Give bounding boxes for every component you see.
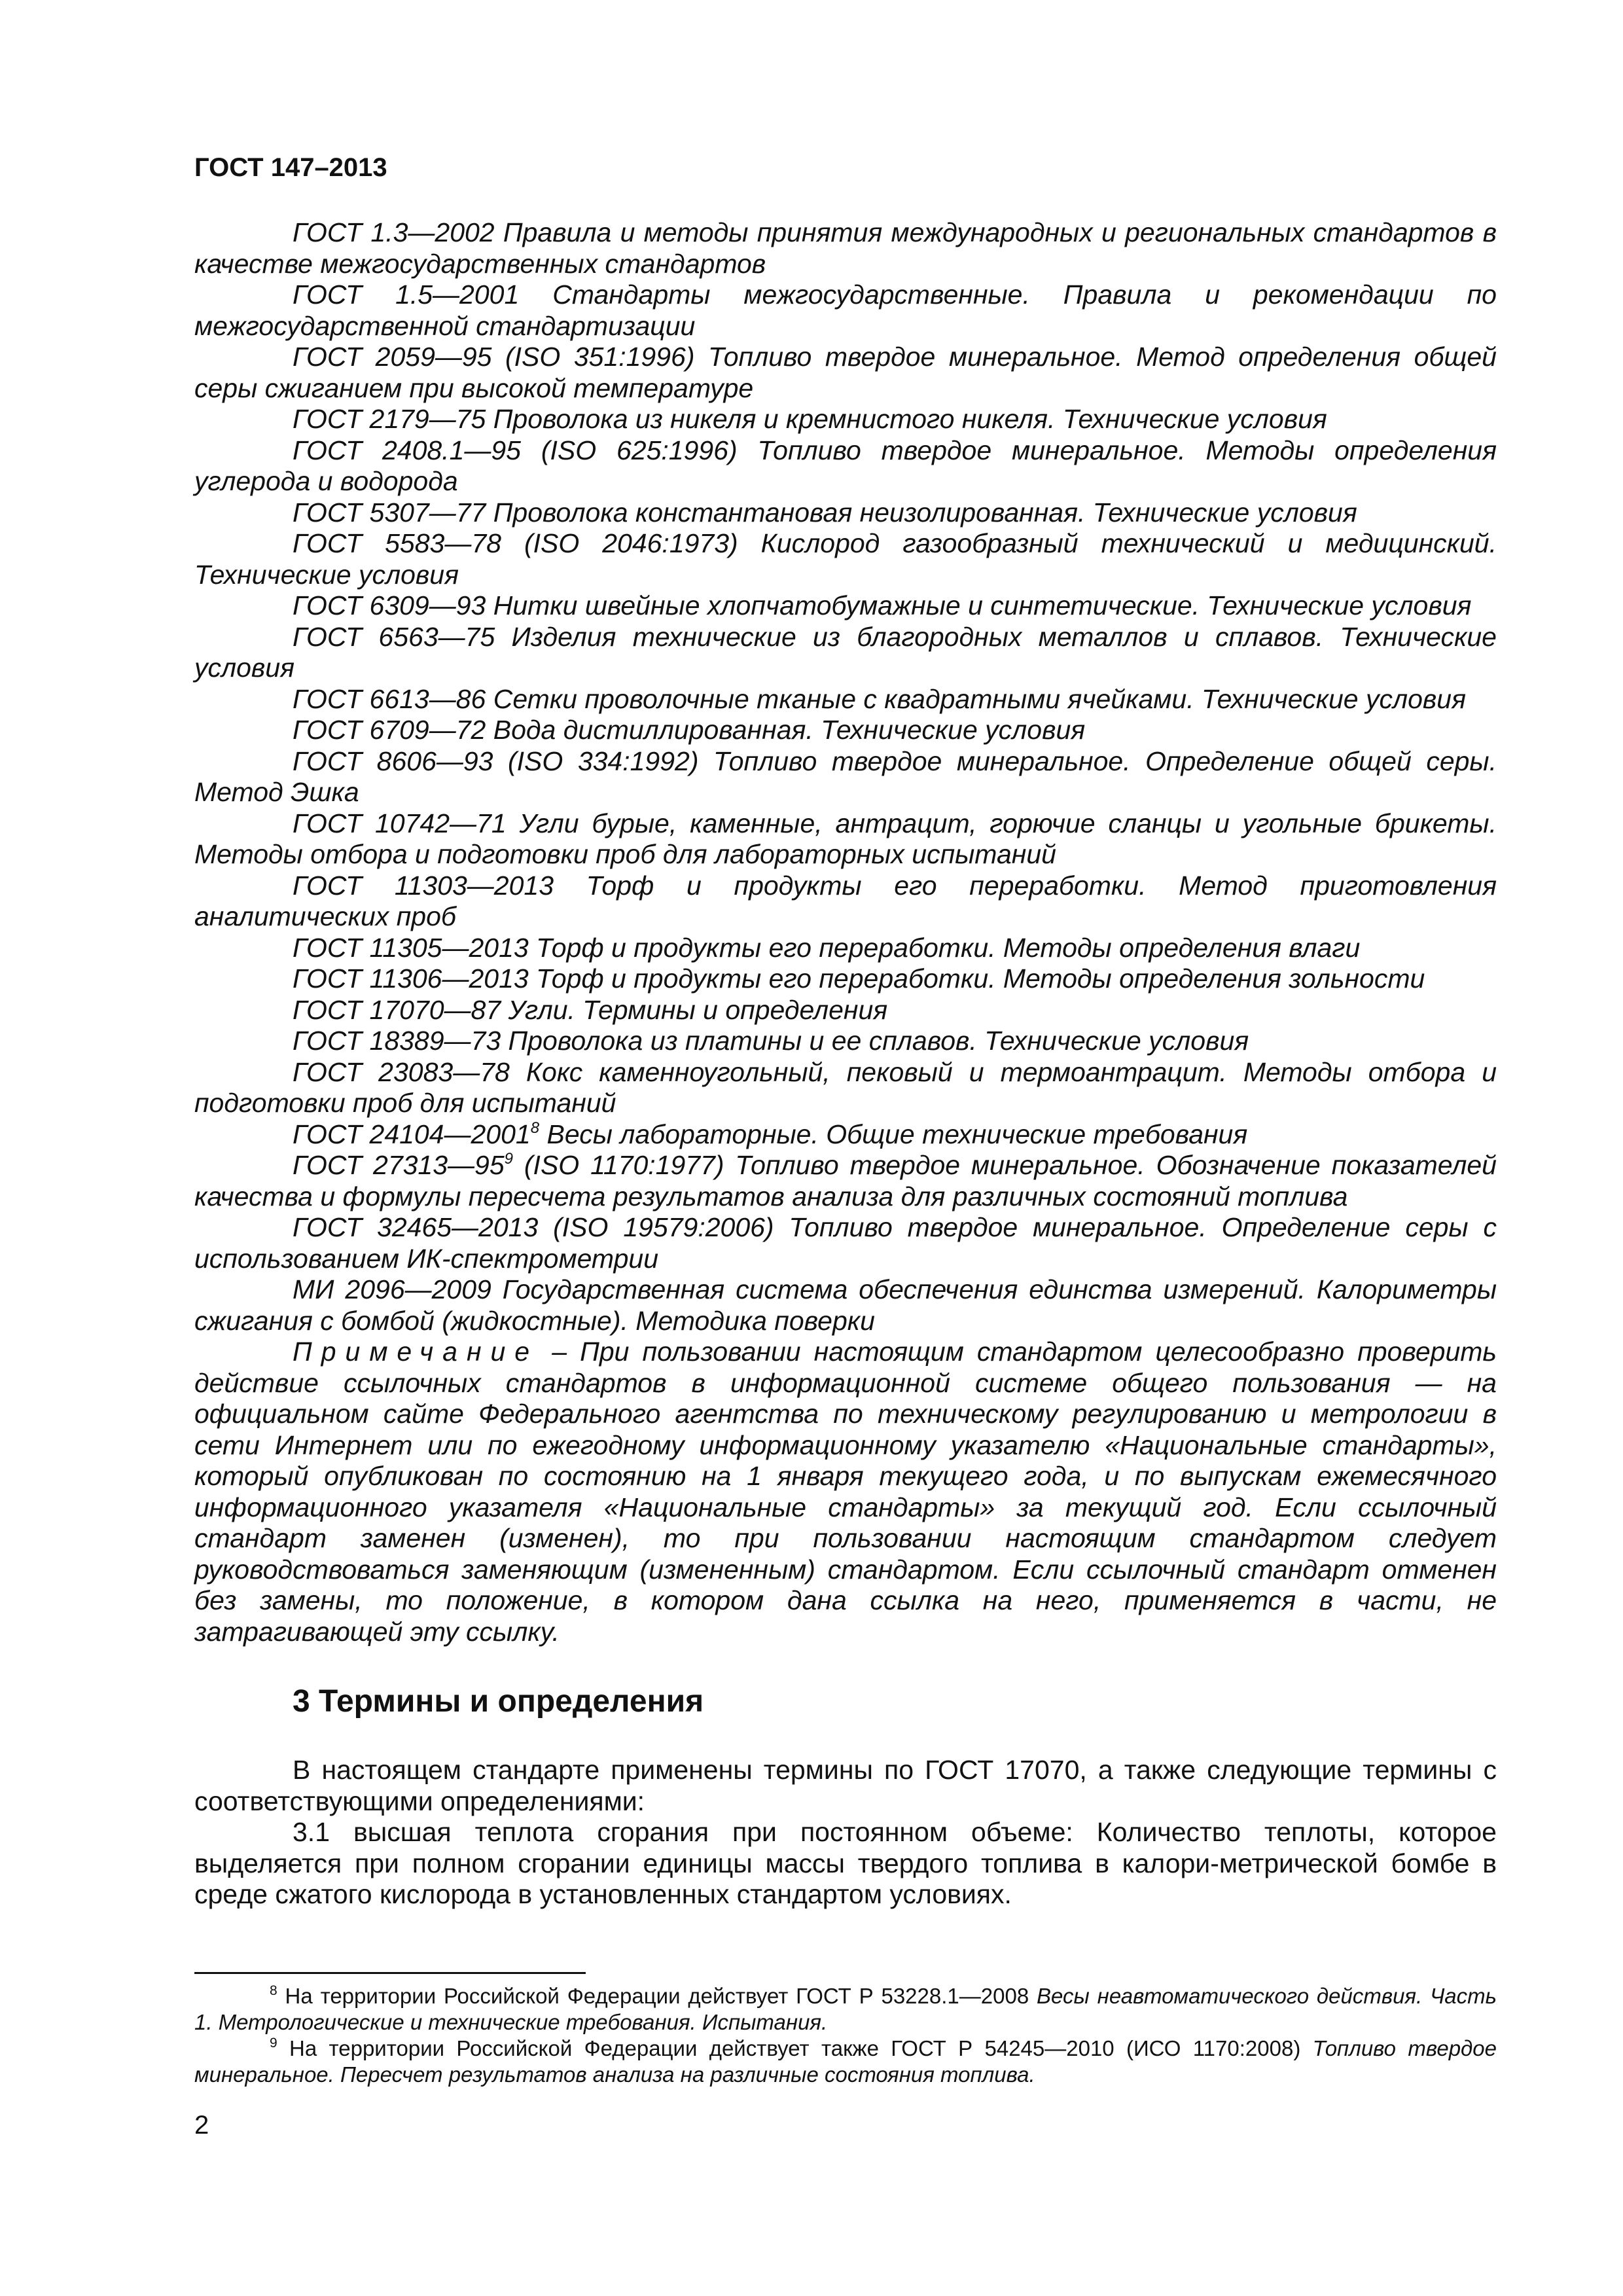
reference-item: ГОСТ 32465—2013 (ISO 19579:2006) Топливо твердое минеральное. Определение серы с использованием ИК-спектрометрии [194,1212,1497,1274]
note-text: При пользовании настоящим стандартом целесообразно проверить действие ссылочных стандартов в информационной системе общего пользования — на официальном сайте Федерального агентства по техническому регулированию и метрологии в сети Интернет или по ежегодному информационному указателю «Национальные стандарты», который опубликован по состоянию на 1 января текущего года, и по выпускам ежемесячного информационного указателя «Национальные стандарты» за текущий год. Если ссылочный стандарт заменен (изменен), то при пользовании настоящим стандартом следует руководствоваться заменяющим (измененным) стандартом. Если ссылочный стандарт отменен без замены, то положение, в котором дана ссылка на него, применяется в части, не затрагивающей эту ссылку. [194,1336,1497,1647]
footnote-reference-mark[interactable]: 8 [530,1119,540,1137]
note-label: Примечание [293,1336,539,1367]
reference-item: ГОСТ 2179—75 Проволока из никеля и кремнистого никеля. Технические условия [293,404,1327,434]
section-intro-paragraph: В настоящем стандарте применены термины по ГОСТ 17070, а также следующие термины с соответствующими определениями: [194,1755,1497,1816]
reference-item: ГОСТ 18389—73 Проволока из платины и ее сплавов. Технические условия [293,1026,1249,1056]
footnote-separator [194,1972,586,1974]
reference-text: (ISO 1170:1977) Топливо твердое минеральное. Обозначение показателей качества и формулы пересчета результатов анализа для различных состояний топлива [194,1150,1497,1211]
references-note [194,1336,1497,1647]
reference-item: ГОСТ 11303—2013 Торф и продукты его переработки. Метод приготовления аналитических проб [194,870,1497,931]
footnote-text: На территории Российской Федерации действует ГОСТ Р 53228.1—2008 [277,1984,1037,2008]
note-dash: – [539,1336,580,1367]
footnote-mark: 8 [270,1983,277,1998]
document-code-header: ГОСТ 147–2013 [194,153,387,182]
page-number: 2 [194,2111,209,2140]
footnote-reference-mark[interactable]: 9 [504,1150,513,1168]
reference-item: ГОСТ 1.5—2001 Стандарты межгосударственные. Правила и рекомендации по межгосударственной стандартизации [194,279,1497,341]
reference-item: ГОСТ 2408.1—95 (ISO 625:1996) Топливо твердое минеральное. Методы определения углерода и водорода [194,435,1497,496]
footnote-text: На территории Российской Федерации действует также ГОСТ Р 54245—2010 (ИСО 1170:2008) [277,2036,1313,2060]
section-body [194,1755,1497,1910]
footnote-item [194,2036,1497,2088]
reference-item: ГОСТ 17070—87 Угли. Термины и определения [293,994,888,1025]
footnote-title: Топливо твердое минеральное. Пересчет результатов анализа на различные состояния топлива. [194,2036,1497,2087]
footnotes [194,1983,1497,2088]
reference-item-with-footnote [194,1119,1497,1151]
reference-item: ГОСТ 6613—86 Сетки проволочные тканые с квадратными ячейками. Технические условия [293,683,1466,714]
reference-item: ГОСТ 1.3—2002 Правила и методы принятия международных и региональных стандартов в качестве межгосударственных стандартов [194,217,1497,279]
footnote-mark: 9 [270,2036,277,2051]
reference-item: ГОСТ 6709—72 Вода дистиллированная. Технические условия [293,715,1086,745]
reference-item: ГОСТ 5583—78 (ISO 2046:1973) Кислород газообразный технический и медицинский. Технические условия [194,528,1497,590]
reference-item: ГОСТ 11305—2013 Торф и продукты его переработки. Методы определения влаги [293,932,1361,963]
reference-item: ГОСТ 8606—93 (ISO 334:1992) Топливо твердое минеральное. Определение общей серы. Метод Эшка [194,745,1497,807]
reference-item: ГОСТ 6309—93 Нитки швейные хлопчатобумажные и синтетические. Технические условия [293,590,1472,620]
reference-item: ГОСТ 2059—95 (ISO 351:1996) Топливо твердое минеральное. Метод определения общей серы сжиганием при высокой температуре [194,342,1497,403]
reference-item: ГОСТ 6563—75 Изделия технические из благородных металлов и сплавов. Технические условия [194,621,1497,683]
reference-text: Весы лабораторные. Общие технические требования [539,1119,1248,1149]
footnote-item [194,1983,1497,2036]
reference-item: ГОСТ 10742—71 Угли бурые, каменные, антрацит, горючие сланцы и угольные брикеты. Методы отбора и подготовки проб для лабораторных испытаний [194,808,1497,869]
reference-item: ГОСТ 11306—2013 Торф и продукты его переработки. Методы определения зольности [293,963,1425,994]
normative-references-list [194,217,1497,1647]
reference-item: МИ 2096—2009 Государственная система обеспечения единства измерений. Калориметры сжигания с бомбой (жидкостные). Методика поверки [194,1274,1497,1336]
reference-item-with-footnote [194,1150,1497,1212]
reference-text: ГОСТ 27313—95 [293,1150,505,1180]
term-definition-3-1: 3.1 высшая теплота сгорания при постоянном объеме: Количество теплоты, которое выделяется при полном сгорании единицы массы твердого топлива в калори-метрической бомбе в среде сжатого кислорода в установленных стандартом условиях. [194,1817,1497,1909]
footnote-title: Весы неавтоматического действия. Часть 1. Метрологические и технические требования. Испытания. [194,1984,1497,2034]
section-heading: 3 Термины и определения [293,1684,704,1719]
reference-item: ГОСТ 5307—77 Проволока константановая неизолированная. Технические условия [293,497,1357,528]
reference-item: ГОСТ 23083—78 Кокс каменноугольный, пековый и термоантрацит. Методы отбора и подготовки проб для испытаний [194,1056,1497,1118]
reference-text: ГОСТ 24104—2001 [293,1119,531,1149]
